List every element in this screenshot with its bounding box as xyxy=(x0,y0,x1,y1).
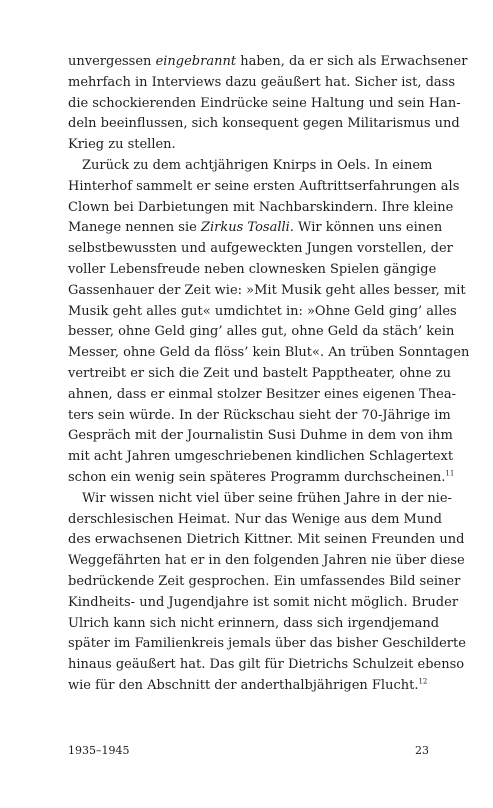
text-line: Hinterhof sammelt er seine ersten Auftrittserfahrungen als xyxy=(68,178,460,194)
text-line: bedrückende Zeit gesprochen. Ein umfassendes Bild seiner xyxy=(68,573,461,589)
text-line: später im Familienkreis jemals über das bisher Geschilderte xyxy=(68,636,466,652)
text-line: Zurück zu dem achtjährigen Knirps in Oels. In einem xyxy=(82,157,433,173)
footnote-marker[interactable]: 12 xyxy=(418,677,428,686)
text-line: Manege nennen sie Zirkus Tosalli. Wir können uns einen xyxy=(68,220,443,236)
italic-text: eingebrannt xyxy=(155,54,237,69)
text-line: Kindheits- und Jugendjahre ist somit nicht möglich. Bruder xyxy=(68,594,459,610)
text-line: unvergessen eingebrannt haben, da er sich als Erwachsener xyxy=(68,54,468,69)
page-footer xyxy=(68,744,429,757)
text-line: mit acht Jahren umgeschriebenen kindlichen Schlagertext xyxy=(68,449,454,465)
text-line: Gassenhauer der Zeit wie: »Mit Musik geht alles besser, mit xyxy=(68,282,466,298)
text-line: Gespräch mit der Journalistin Susi Duhme in dem von ihm xyxy=(68,428,453,444)
body-text xyxy=(68,52,470,697)
text-line: Wir wissen nicht viel über seine frühen Jahre in der nie- xyxy=(82,490,452,506)
running-head: 1935–1945 xyxy=(68,744,130,757)
text-line: vertreibt er sich die Zeit und bastelt Papptheater, ohne zu xyxy=(68,365,451,381)
text-line: ters sein würde. In der Rückschau sieht der 70-Jährige im xyxy=(68,407,451,423)
text-line: hinaus geäußert hat. Das gilt für Dietrichs Schulzeit ebenso xyxy=(68,657,465,673)
footnote-marker[interactable]: 11 xyxy=(445,469,455,478)
text-line: Clown bei Darbietungen mit Nachbarskindern. Ihre kleine xyxy=(68,199,454,215)
text-line: Musik geht alles gut« umdichtet in: »Ohne Geld ging’ alles xyxy=(68,303,457,319)
text-line: Messer, ohne Geld da flöss’ kein Blut«. An trüben Sonntagen xyxy=(68,345,470,361)
text-line: des erwachsenen Dietrich Kittner. Mit seinen Freunden und xyxy=(68,532,465,548)
text-line: Ulrich kann sich nicht erinnern, dass sich irgendjemand xyxy=(68,615,440,631)
text-line: deln beeinflussen, sich konsequent gegen Militarismus und xyxy=(68,116,460,132)
text-line: besser, ohne Geld ging’ alles gut, ohne Geld da stäch’ kein xyxy=(68,324,455,340)
paragraph-3 xyxy=(68,489,466,697)
italic-text: Zirkus Tosalli xyxy=(200,220,290,236)
text-line: mehrfach in Interviews dazu geäußert hat. Sicher ist, dass xyxy=(68,74,455,90)
text-line: Weggefährten hat er in den folgenden Jahren nie über diese xyxy=(68,553,465,569)
paragraph-2 xyxy=(68,156,470,489)
text-line: derschlesischen Heimat. Nur das Wenige aus dem Mund xyxy=(68,511,442,527)
text-line: voller Lebensfreude neben clownesken Spielen gängige xyxy=(68,261,437,277)
text-line: selbstbewussten und aufgeweckten Jungen vorstellen, der xyxy=(68,241,453,257)
text-line: die schockierenden Eindrücke seine Haltung und sein Han- xyxy=(68,95,461,111)
text-line: Krieg zu stellen. xyxy=(68,137,176,153)
text-line: wie für den Abschnitt der anderthalbjährigen Flucht.$^{12}$ xyxy=(68,677,428,693)
text-line: ahnen, dass er einmal stolzer Besitzer eines eigenen Thea- xyxy=(68,386,457,402)
paragraph-1 xyxy=(68,52,468,156)
page-number: 23 xyxy=(415,744,429,757)
text-line: schon ein wenig sein späteres Programm durchscheinen.$^{11}$ xyxy=(68,469,455,485)
